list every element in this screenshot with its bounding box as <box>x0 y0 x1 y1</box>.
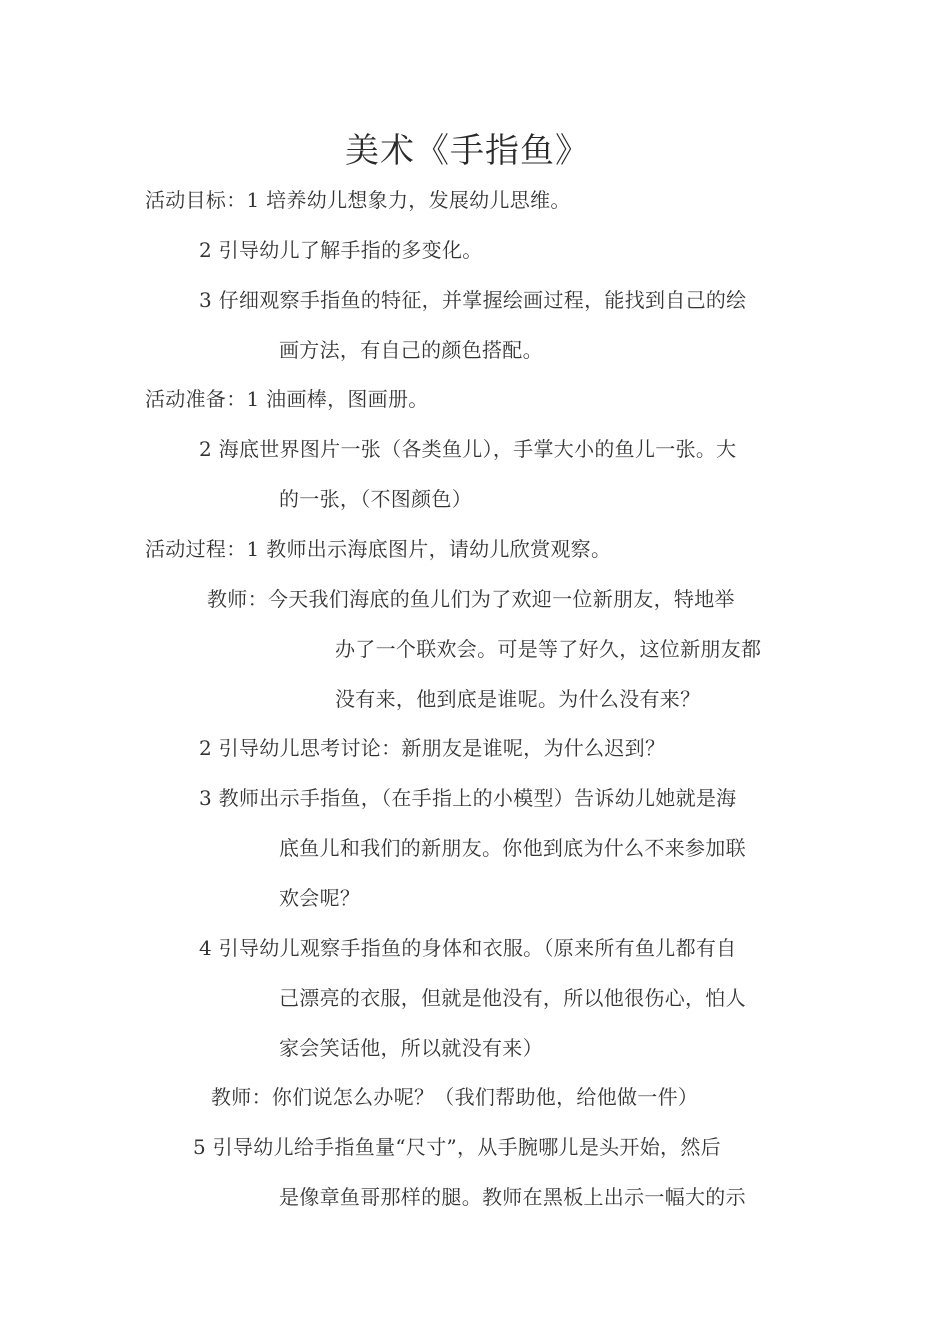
text-line: 2 引导幼儿思考讨论：新朋友是谁呢，为什么迟到？ <box>199 736 666 760</box>
text-line: 教师：今天我们海底的鱼儿们为了欢迎一位新朋友，特地举 <box>207 587 735 611</box>
text-line: 没有来，他到底是谁呢。为什么没有来？ <box>335 687 701 711</box>
text-line: 教师：你们说怎么办呢？（我们帮助他，给他做一件） <box>211 1085 699 1109</box>
text-line: 活动过程：1 教师出示海底图片，请幼儿欣赏观察。 <box>145 537 612 561</box>
text-line: 办了一个联欢会。可是等了好久，这位新朋友都 <box>335 637 762 661</box>
text-line: 5 引导幼儿给手指鱼量“尺寸”，从手腕哪儿是头开始，然后 <box>193 1135 721 1159</box>
text-line: 是像章鱼哥那样的腿。教师在黑板上出示一幅大的示 <box>279 1185 746 1209</box>
text-line: 活动目标：1 培养幼儿想象力，发展幼儿思维。 <box>145 188 571 212</box>
text-line: 欢会呢？ <box>279 886 361 910</box>
text-line: 家会笑话他，所以就没有来） <box>279 1036 543 1060</box>
text-line: 的一张，（不图颜色） <box>279 487 472 511</box>
text-line: 2 引导幼儿了解手指的多变化。 <box>199 238 483 262</box>
text-line: 2 海底世界图片一张（各类鱼儿），手掌大小的鱼儿一张。大 <box>199 437 737 461</box>
text-line: 3 仔细观察手指鱼的特征，并掌握绘画过程，能找到自己的绘 <box>199 288 747 312</box>
text-line: 3 教师出示手指鱼，（在手指上的小模型）告诉幼儿她就是海 <box>199 786 737 810</box>
document-title: 美术《手指鱼》 <box>345 131 590 171</box>
text-line: 活动准备：1 油画棒，图画册。 <box>145 387 429 411</box>
text-line: 画方法，有自己的颜色搭配。 <box>279 338 543 362</box>
text-line: 底鱼儿和我们的新朋友。你他到底为什么不来参加联 <box>279 836 746 860</box>
text-line: 己漂亮的衣服，但就是他没有，所以他很伤心，怕人 <box>279 986 746 1010</box>
text-line: 4 引导幼儿观察手指鱼的身体和衣服。（原来所有鱼儿都有自 <box>199 936 737 960</box>
